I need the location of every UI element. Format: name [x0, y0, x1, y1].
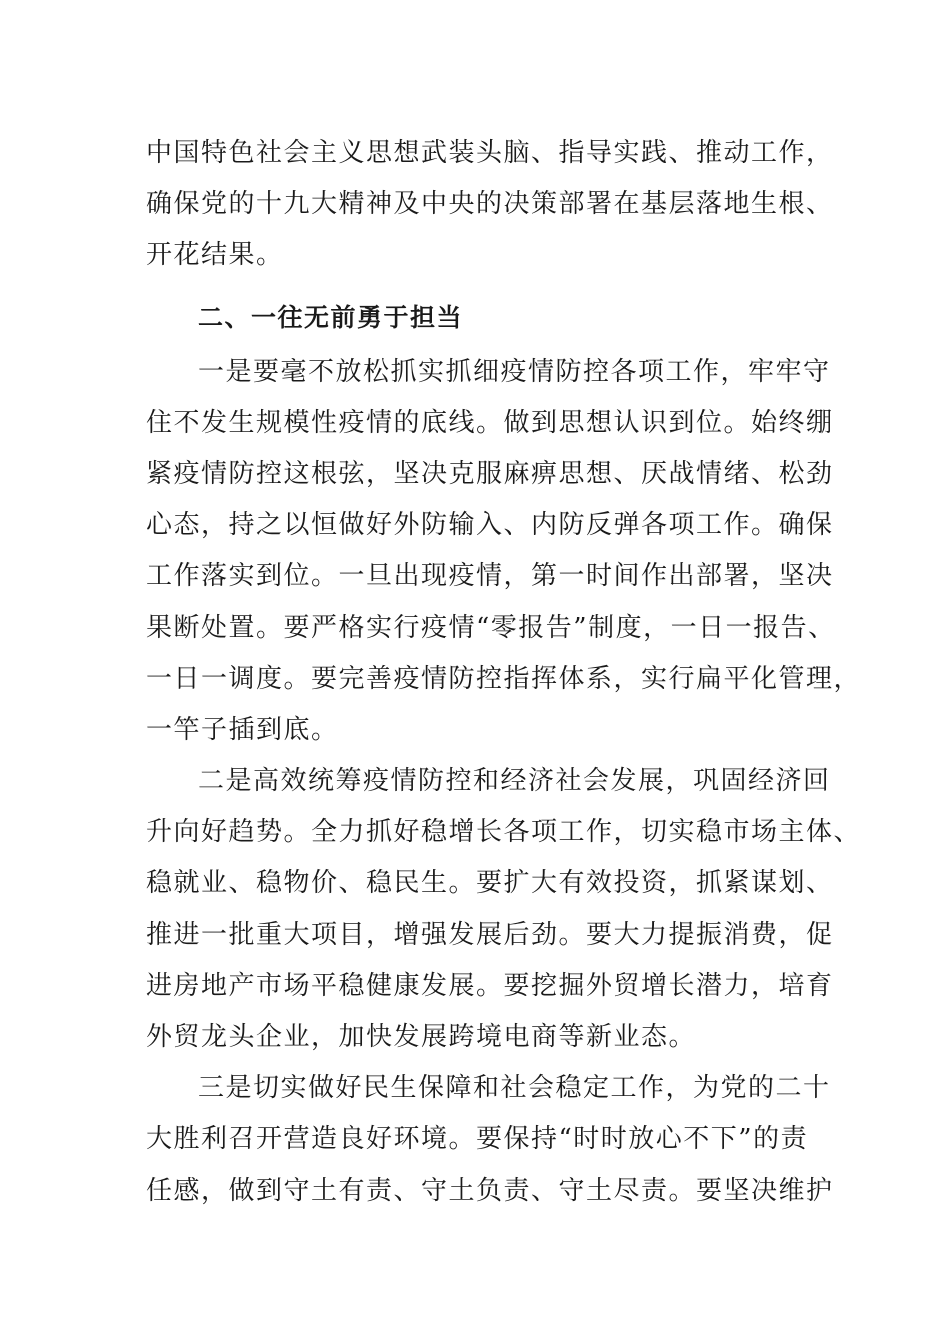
text-line: 紧疫情防控这根弦，坚决克服麻痹思想、厌战情绪、松劲 — [146, 458, 834, 489]
text-line: 稳就业、稳物价、稳民生。要扩大有效投资，抓紧谋划、 — [146, 868, 834, 899]
document-body — [146, 128, 862, 1217]
text-line: 一是要毫不放松抓实抓细疫情防控各项工作，牢牢守 — [198, 356, 831, 387]
text-line: 任感，做到守土有责、守土负责、守土尽责。要坚决维护 — [146, 1175, 834, 1206]
text-line: 一日一调度。要完善疫情防控指挥体系，实行扁平化管理， — [146, 663, 862, 694]
text-line: 升向好趋势。全力抓好稳增长各项工作，切实稳市场主体、 — [146, 817, 862, 848]
text-line: 住不发生规模性疫情的底线。做到思想认识到位。始终绷 — [146, 407, 834, 438]
text-line: 心态，持之以恒做好外防输入、内防反弹各项工作。确保 — [146, 510, 834, 541]
text-line: 三是切实做好民生保障和社会稳定工作，为党的二十 — [198, 1073, 831, 1104]
text-line: 一竿子插到底。 — [146, 714, 339, 745]
text-line: 中国特色社会主义思想武装头脑、指导实践、推动工作， — [146, 138, 834, 168]
text-line: 进房地产市场平稳健康发展。要挖掘外贸增长潜力，培育 — [146, 970, 834, 1001]
text-line: 大胜利召开营造良好环境。要保持“时时放心不下”的责 — [146, 1124, 809, 1155]
text-line: 外贸龙头企业，加快发展跨境电商等新业态。 — [146, 1022, 697, 1052]
paragraph-one — [146, 347, 862, 757]
paragraph-three — [146, 1063, 834, 1217]
text-line: 工作落实到位。一旦出现疫情，第一时间作出部署，坚决 — [146, 561, 834, 592]
text-line: 推进一批重大项目，增强发展后劲。要大力提振消费，促 — [146, 919, 834, 950]
text-line: 果断处置。要严格实行疫情“零报告”制度，一日一报告、 — [146, 612, 836, 643]
section-heading: 二、一往无前勇于担当 — [198, 302, 464, 332]
text-line: 确保党的十九大精神及中央的决策部署在基层落地生根、 — [146, 189, 834, 220]
continuation-paragraph — [146, 128, 834, 282]
paragraph-two — [146, 756, 862, 1063]
text-line: 二是高效统筹疫情防控和经济社会发展，巩固经济回 — [198, 766, 831, 797]
text-line: 开花结果。 — [146, 240, 284, 271]
